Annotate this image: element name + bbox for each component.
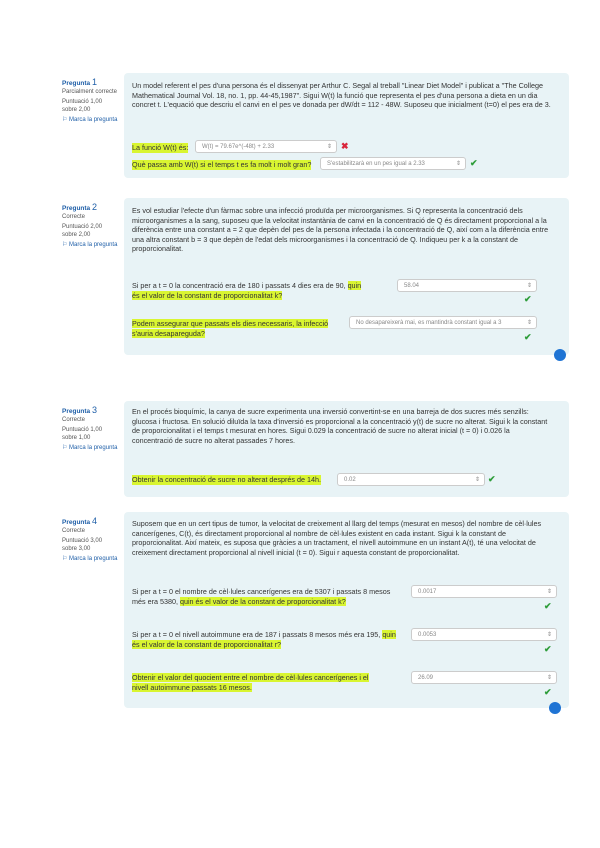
chevron-down-icon: ⇕ — [474, 477, 480, 483]
q2-sub1-label: Si per a t = 0 la concentració era de 180 i passats 4 dies era de 90, quin és el valor de la constant de proporcionalitat k? — [132, 281, 362, 300]
q1-text: Un model referent el pes d'una persona és el dissenyat per Arthur C. Segal al treball "Linear Diet Model" i publicat a "The College Mathematical Journal Vol. 18, no. 1, pp. 44-45,1987". Sigui W(t) la funció que representa el pes d'una persona a dieta en un dia concret t. L'equació que descriu el canvi en el pes ve donada per dW/dt = 112 - 48W. Suposeu que inicialment (t=0) el pes era de 3. — [132, 81, 551, 109]
q2-sub2-select[interactable]: No desapareixerà mai, es mantindrà constant igual a 3 ⇕ — [349, 316, 537, 329]
q4-sub2-select[interactable]: 0.0053 ⇕ — [411, 628, 557, 641]
q2-number: Pregunta 2 — [62, 202, 97, 212]
chevron-down-icon: ⇕ — [455, 161, 461, 167]
q2-sub2-label: Podem assegurar que passats els dies necessaris, la infecció s'auria desapareguda? — [132, 319, 329, 338]
scroll-top-button[interactable] — [549, 702, 561, 714]
flag-icon: ⚐ — [62, 242, 70, 248]
q1-card — [124, 73, 569, 178]
flag-icon: ⚐ — [62, 117, 70, 123]
chevron-down-icon: ⇕ — [326, 144, 332, 150]
q3-text: En el procés bioquímic, la canya de sucre experimenta una inversió convertint-se en una barreja de dos sucres més senzills: glucosa i fructosa. En solució diluïda la taxa d'inversió es proporcional a la concentració y(t) de sucre no alterat. Sigui k la constant de proporcionalitat i el temps t mesurat en hores. Sigui 0.029 la concentració de sucre no alterat inicial (t = 0) i 0.026 la concentració de sucre no alterat passades 7 hores. — [132, 407, 548, 445]
q4-info — [62, 517, 118, 563]
q4-sub2-label: Si per a t = 0 el nivell autoimmune era de 187 i passats 8 mesos més era 195, quin és el valor de la constant de proporcionalitat r? — [132, 630, 396, 649]
q3-flag-link[interactable]: ⚐ Marca la pregunta — [62, 445, 118, 451]
chevron-down-icon: ⇕ — [526, 283, 532, 289]
q4-sub1-select[interactable]: 0.0017 ⇕ — [411, 585, 557, 598]
chevron-down-icon: ⇕ — [546, 589, 552, 595]
scroll-top-button[interactable] — [554, 349, 566, 361]
q3-card — [124, 401, 569, 497]
q1-sub2-select[interactable]: S'estabilitzarà en un pes igual a 2.33 ⇕ — [320, 157, 466, 170]
correct-icon: ✔ — [544, 601, 552, 611]
q3-sub1-select[interactable]: 0.02 ⇕ — [337, 473, 485, 486]
correct-icon: ✔ — [488, 474, 496, 484]
incorrect-icon: ✖ — [341, 141, 349, 151]
q4-card — [124, 512, 569, 708]
q1-number: Pregunta 1 — [62, 77, 97, 87]
q4-sub1-label: Si per a t = 0 el nombre de cèl·lules cancerígenes era de 5307 i passats 8 mesos més era 5380, quin és el valor de la constant de proporcionalitat k? — [132, 587, 391, 606]
flag-icon: ⚐ — [62, 445, 70, 451]
q4-flag-link[interactable]: ⚐ Marca la pregunta — [62, 556, 118, 562]
q3-score: Puntuació 1,00 sobre 1,00 — [62, 427, 103, 441]
chevron-down-icon: ⇕ — [546, 675, 552, 681]
correct-icon: ✔ — [524, 332, 532, 342]
q4-score: Puntuació 3,00 sobre 3,00 — [62, 538, 103, 552]
q3-number: Pregunta 3 — [62, 405, 97, 415]
q2-status: Correcte — [62, 214, 86, 220]
q2-flag-link[interactable]: ⚐ Marca la pregunta — [62, 242, 118, 248]
q1-info — [62, 78, 118, 124]
q1-flag-link[interactable]: ⚐ Marca la pregunta — [62, 117, 118, 123]
chevron-down-icon: ⇕ — [526, 320, 532, 326]
q2-info — [62, 203, 118, 249]
q4-sub3-label: Obtenir el valor del quocient entre el nombre de cèl·lules cancerígenes i el nivell autoimmune passats 16 mesos. — [132, 673, 369, 692]
correct-icon: ✔ — [470, 158, 478, 168]
q2-card — [124, 198, 569, 355]
q4-status: Correcte — [62, 528, 86, 534]
q1-score: Puntuació 1,00 sobre 2,00 — [62, 99, 103, 113]
chevron-down-icon: ⇕ — [546, 632, 552, 638]
correct-icon: ✔ — [524, 294, 532, 304]
q1-sub1-select[interactable]: W(t) = 79.67e^(-48t) + 2.33 ⇕ — [195, 140, 337, 153]
flag-icon: ⚐ — [62, 556, 70, 562]
correct-icon: ✔ — [544, 644, 552, 654]
q4-number: Pregunta 4 — [62, 516, 97, 526]
q3-status: Correcte — [62, 417, 86, 423]
q2-text: Es vol estudiar l'efecte d'un fàrmac sobre una infecció produïda per microorganismes. Si Q representa la concentració dels microorganismes a la sang, suposeu que la velocitat instantània de canvi en la concentració de Q és directament proporcional a la diferència entre una constant a = 2 que depèn del pes de la persona infectada i la concentració de Q, així com a la diferència entre una altra constant b = 3 que depèn de l'edat dels microorganismes i la concentració de Q. Indiqueu per k a la constant de proporcionalitat. — [132, 206, 549, 253]
q1-sub2-label: Què passa amb W(t) si el temps t es fa molt i molt gran? — [132, 160, 312, 169]
q1-status: Parcialment correcte — [62, 89, 118, 95]
q4-text: Suposem que en un cert tipus de tumor, la velocitat de creixement al llarg del temps (mesurat en mesos) del nombre de cèl·lules cancerígenes, C(t), és directament proporcional al nombre de cèl·lules existent en cada instant. Sigui k la constant de proporcionalitat. Així mateix, es suposa que gràcies a un tractament, el nivell autoimmune en un instant A(t), té una velocitat de creixement directament proporcional al nivell inicial (t = 0). Sigui r aquesta constant de proporcionalitat. — [132, 519, 542, 557]
q2-sub1-select[interactable]: 58.04 ⇕ — [397, 279, 537, 292]
q2-score: Puntuació 2,00 sobre 2,00 — [62, 224, 103, 238]
q4-sub3-select[interactable]: 26.09 ⇕ — [411, 671, 557, 684]
q3-info — [62, 406, 118, 452]
q3-sub1-label: Obtenir la concentració de sucre no alterat després de 14h. — [132, 475, 321, 484]
correct-icon: ✔ — [544, 687, 552, 697]
q1-sub1-label: La funció W(t) és: — [132, 143, 189, 152]
